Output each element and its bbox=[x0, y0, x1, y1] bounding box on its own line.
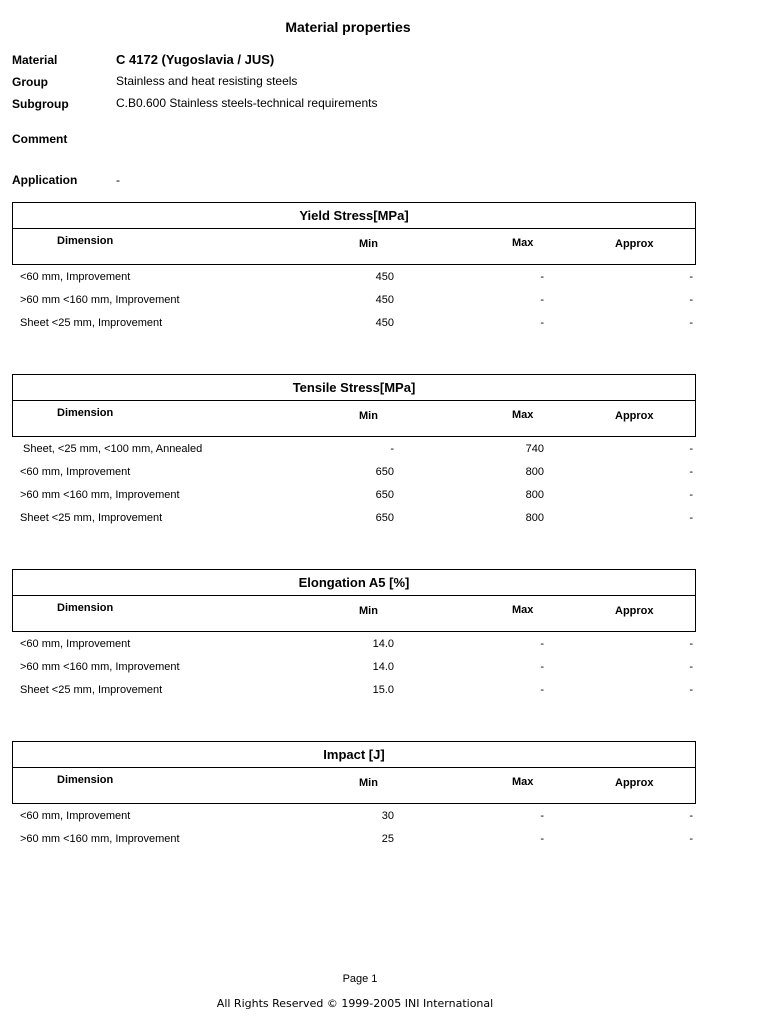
column-dimension: Dimension bbox=[57, 407, 114, 419]
cell-min: 450 bbox=[375, 271, 394, 283]
page-title: Material properties bbox=[285, 19, 411, 35]
cell-approx: - bbox=[689, 684, 693, 696]
cell-max: - bbox=[540, 638, 544, 650]
table-header-box bbox=[12, 569, 696, 632]
column-min: Min bbox=[359, 605, 378, 617]
column-dimension: Dimension bbox=[57, 235, 114, 247]
cell-dimension: Sheet <25 mm, Improvement bbox=[20, 684, 163, 696]
cell-approx: - bbox=[689, 512, 693, 524]
table-row bbox=[12, 830, 696, 853]
table-header-box bbox=[12, 741, 696, 804]
material-label: Material bbox=[12, 53, 58, 67]
impact-table bbox=[12, 741, 696, 853]
cell-approx: - bbox=[689, 810, 693, 822]
cell-min: 14.0 bbox=[372, 661, 394, 673]
tensile-stress-table bbox=[12, 374, 696, 532]
cell-min: 650 bbox=[375, 489, 394, 501]
page-number: Page 1 bbox=[342, 973, 378, 985]
cell-dimension: >60 mm <160 mm, Improvement bbox=[20, 833, 180, 845]
cell-dimension: <60 mm, Improvement bbox=[20, 466, 131, 478]
cell-max: - bbox=[540, 810, 544, 822]
cell-approx: - bbox=[689, 443, 693, 455]
cell-dimension: Sheet <25 mm, Improvement bbox=[20, 317, 163, 329]
column-dimension: Dimension bbox=[57, 774, 114, 786]
subgroup-value: C.B0.600 Stainless steels-technical requirements bbox=[116, 96, 378, 110]
table-row bbox=[12, 486, 696, 509]
cell-min: 15.0 bbox=[372, 684, 394, 696]
table-rows bbox=[12, 268, 696, 337]
table-row bbox=[12, 509, 696, 532]
cell-min: 30 bbox=[381, 810, 394, 822]
table-row bbox=[12, 291, 696, 314]
cell-approx: - bbox=[689, 638, 693, 650]
table-rows bbox=[12, 440, 696, 532]
cell-dimension: Sheet, <25 mm, <100 mm, Annealed bbox=[20, 443, 203, 455]
column-approx: Approx bbox=[615, 410, 654, 422]
cell-max: - bbox=[540, 317, 544, 329]
column-min: Min bbox=[359, 238, 378, 250]
cell-max: 800 bbox=[525, 512, 544, 524]
table-rows bbox=[12, 807, 696, 853]
cell-max: - bbox=[540, 294, 544, 306]
cell-approx: - bbox=[689, 661, 693, 673]
column-approx: Approx bbox=[615, 605, 654, 617]
cell-min: 650 bbox=[375, 512, 394, 524]
cell-dimension: <60 mm, Improvement bbox=[20, 638, 131, 650]
table-title: Elongation A5 [%] bbox=[13, 570, 695, 596]
cell-dimension: <60 mm, Improvement bbox=[20, 810, 131, 822]
cell-max: 800 bbox=[525, 466, 544, 478]
comment-label: Comment bbox=[12, 132, 68, 146]
cell-approx: - bbox=[689, 317, 693, 329]
application-label: Application bbox=[12, 173, 78, 187]
cell-min: 25 bbox=[381, 833, 394, 845]
cell-max: - bbox=[540, 661, 544, 673]
cell-min: - bbox=[390, 443, 394, 455]
subgroup-label: Subgroup bbox=[12, 97, 69, 111]
column-max: Max bbox=[512, 237, 534, 249]
group-label: Group bbox=[12, 75, 48, 89]
application-value: - bbox=[116, 173, 120, 187]
cell-max: - bbox=[540, 684, 544, 696]
table-row bbox=[12, 635, 696, 658]
cell-min: 450 bbox=[375, 317, 394, 329]
elongation-table bbox=[12, 569, 696, 704]
column-max: Max bbox=[512, 604, 534, 616]
yield-stress-table bbox=[12, 202, 696, 337]
table-rows bbox=[12, 635, 696, 704]
group-value: Stainless and heat resisting steels bbox=[116, 74, 298, 88]
column-approx: Approx bbox=[615, 238, 654, 250]
material-value: C 4172 (Yugoslavia / JUS) bbox=[116, 52, 275, 67]
table-row bbox=[12, 807, 696, 830]
table-row bbox=[12, 268, 696, 291]
column-min: Min bbox=[359, 777, 378, 789]
table-title: Tensile Stress[MPa] bbox=[13, 375, 695, 401]
cell-approx: - bbox=[689, 294, 693, 306]
cell-max: 800 bbox=[525, 489, 544, 501]
cell-max: - bbox=[540, 271, 544, 283]
column-max: Max bbox=[512, 409, 534, 421]
cell-max: - bbox=[540, 833, 544, 845]
cell-dimension: Sheet <25 mm, Improvement bbox=[20, 512, 163, 524]
cell-min: 650 bbox=[375, 466, 394, 478]
table-row bbox=[12, 463, 696, 486]
table-row bbox=[12, 681, 696, 704]
column-approx: Approx bbox=[615, 777, 654, 789]
cell-approx: - bbox=[689, 466, 693, 478]
cell-min: 450 bbox=[375, 294, 394, 306]
table-row bbox=[12, 314, 696, 337]
table-title: Impact [J] bbox=[13, 742, 695, 768]
cell-approx: - bbox=[689, 271, 693, 283]
column-max: Max bbox=[512, 776, 534, 788]
table-title: Yield Stress[MPa] bbox=[13, 203, 695, 229]
table-row bbox=[12, 658, 696, 681]
cell-max: 740 bbox=[525, 443, 544, 455]
column-min: Min bbox=[359, 410, 378, 422]
copyright-notice: All Rights Reserved © 1999-2005 INI International bbox=[216, 997, 494, 1010]
column-dimension: Dimension bbox=[57, 602, 114, 614]
cell-dimension: >60 mm <160 mm, Improvement bbox=[20, 489, 180, 501]
cell-min: 14.0 bbox=[372, 638, 394, 650]
cell-dimension: >60 mm <160 mm, Improvement bbox=[20, 661, 180, 673]
table-header-box bbox=[12, 202, 696, 265]
cell-dimension: >60 mm <160 mm, Improvement bbox=[20, 294, 180, 306]
table-row bbox=[12, 440, 696, 463]
table-header-box bbox=[12, 374, 696, 437]
cell-approx: - bbox=[689, 489, 693, 501]
cell-dimension: <60 mm, Improvement bbox=[20, 271, 131, 283]
cell-approx: - bbox=[689, 833, 693, 845]
